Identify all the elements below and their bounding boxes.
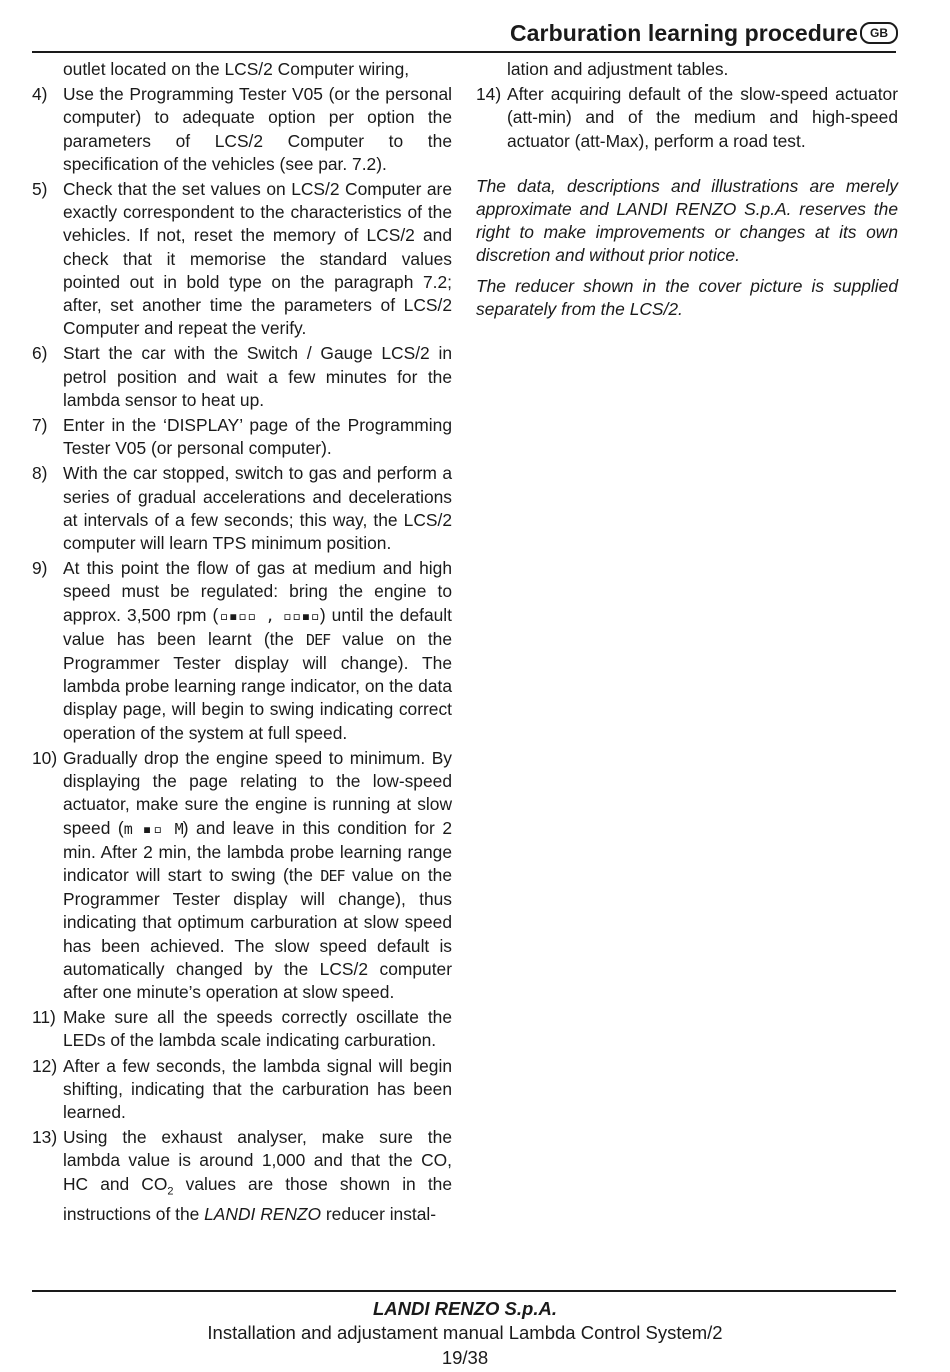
item-text-part: ) and leave in this condition for 2 min. After 2 min, the lambda probe learning range indicator will start to swing (the: [63, 817, 453, 885]
item-text: [63, 747, 452, 1004]
item-text: Use the Programming Tester V05 (or the personal computer) to adequate option per option the parameters of LCS/2 Computer to the specification of the vehicles (see par. 7.2).: [63, 84, 452, 174]
item-text-part: ) until the default value has been learnt (the: [63, 604, 452, 649]
list-item: [32, 1055, 452, 1125]
right-column: [476, 58, 898, 321]
page-number: 19/38: [441, 1347, 489, 1368]
item-number: 9): [32, 558, 48, 579]
item-text: Check that the set values on LCS/2 Computer are exactly correspondent to the characteristics of the vehicles. If not, reset the memory of LCS/2 and check that it memorise the standard values pointed out in bold type on the paragraph 7.2; after, set another time the parameters of LCS/2 Computer and repeat the verify.: [63, 179, 452, 339]
item-number: 5): [32, 179, 48, 200]
list-item: [32, 1006, 452, 1052]
item-text-part: Using the exhaust analyser, make sure the lambda value is around 1,000 and that the CO, HC and CO: [63, 1127, 452, 1194]
item-number: 10): [32, 747, 58, 768]
item-number: 14): [476, 84, 502, 105]
item-text-part: values are those shown in the instructions of the: [63, 1173, 452, 1225]
brand-name: LANDI RENZO: [204, 1204, 322, 1225]
continuation-text: outlet located on the LCS/2 Computer wiring,: [63, 59, 410, 79]
display-segment-glyph: DEF: [320, 866, 345, 885]
page-title: Carburation learning procedure: [509, 20, 858, 46]
display-segment-glyph: DEF: [306, 630, 331, 649]
item-number: 13): [32, 1127, 58, 1148]
item-number: 11): [32, 1007, 56, 1028]
item-number: 4): [32, 84, 48, 105]
list-item: [32, 1126, 452, 1226]
continuation-text: lation and adjustment tables.: [507, 59, 729, 79]
item-text: [63, 1126, 452, 1226]
list-item: [32, 747, 452, 1004]
footer-manual-title: Installation and adjustament manual Lambda Control System/2: [207, 1322, 723, 1343]
list-item: [32, 462, 452, 555]
item-text-part: Gradually drop the engine speed to minimum. By displaying the page relating to the low-speed actuator, make sure the engine is running at slow speed (: [63, 747, 452, 838]
item-text-part: reducer instal-: [321, 1204, 437, 1225]
disclaimer-note: The data, descriptions and illustrations are merely approximate and LANDI RENZO S.p.A. reserves the right to make improvements or changes at its own discretion and without prior notice.: [476, 175, 898, 266]
item-text: Enter in the ‘DISPLAY’ page of the Programming Tester V05 (or personal computer).: [63, 415, 452, 459]
list-item: [32, 342, 452, 412]
item-text: After acquiring default of the slow-speed actuator (att-min) and of the medium and high-speed actuator (att-Max), perform a road test.: [507, 84, 898, 151]
item-text-part: value on the Programmer Tester display will change), thus indicating that optimum carburation at slow speed has been achieved. The slow speed default is automatically changed by the LCS/2 computer after one minute’s operation at slow speed.: [63, 864, 452, 1002]
list-item: [32, 83, 452, 176]
item-number: 6): [32, 343, 48, 364]
list-item: [476, 83, 898, 153]
list-item: [32, 557, 452, 745]
item-text: Start the car with the Switch / Gauge LCS/2 in petrol position and wait a few minutes for the lambda sensor to heat up.: [63, 343, 452, 410]
left-column: [32, 58, 452, 1228]
item-text-part: value on the Programmer Tester display will change). The lambda probe learning range indicator, on the data display page, will begin to swing indicating correct operation of the system at full speed.: [63, 628, 452, 743]
footer-company: LANDI RENZO S.p.A.: [373, 1298, 557, 1319]
item-number: 12): [32, 1055, 58, 1076]
item-text: With the car stopped, switch to gas and perform a series of gradual accelerations and decelerations at intervals of a few seconds; this way, the LCS/2 computer will learn TPS minimum position.: [63, 463, 452, 554]
item-text: Make sure all the speeds correctly oscillate the LEDs of the lambda scale indicating carburation.: [63, 1007, 452, 1051]
disclaimer-note: The reducer shown in the cover picture is supplied separately from the LCS/2.: [476, 275, 898, 319]
list-item: [32, 414, 452, 460]
display-segment-glyph: m ▪▫ M: [123, 819, 183, 838]
item-number: 7): [32, 415, 48, 436]
footer-divider: [32, 1290, 896, 1292]
item-text: [63, 557, 452, 745]
header-divider: [32, 51, 896, 53]
display-segment-glyph: ▫▪▫▫ , ▫▫▪▫: [218, 606, 320, 625]
item-text-part: At this point the flow of gas at medium and high speed must be regulated: bring the engine to approx. 3,500 rpm (: [63, 558, 452, 625]
item-number: 8): [32, 463, 48, 484]
subscript: 2: [167, 1185, 174, 1198]
language-badge: GB: [860, 22, 898, 44]
item-text: After a few seconds, the lambda signal will begin shifting, indicating that the carburation has been learned.: [63, 1055, 452, 1122]
list-item: [32, 178, 452, 340]
